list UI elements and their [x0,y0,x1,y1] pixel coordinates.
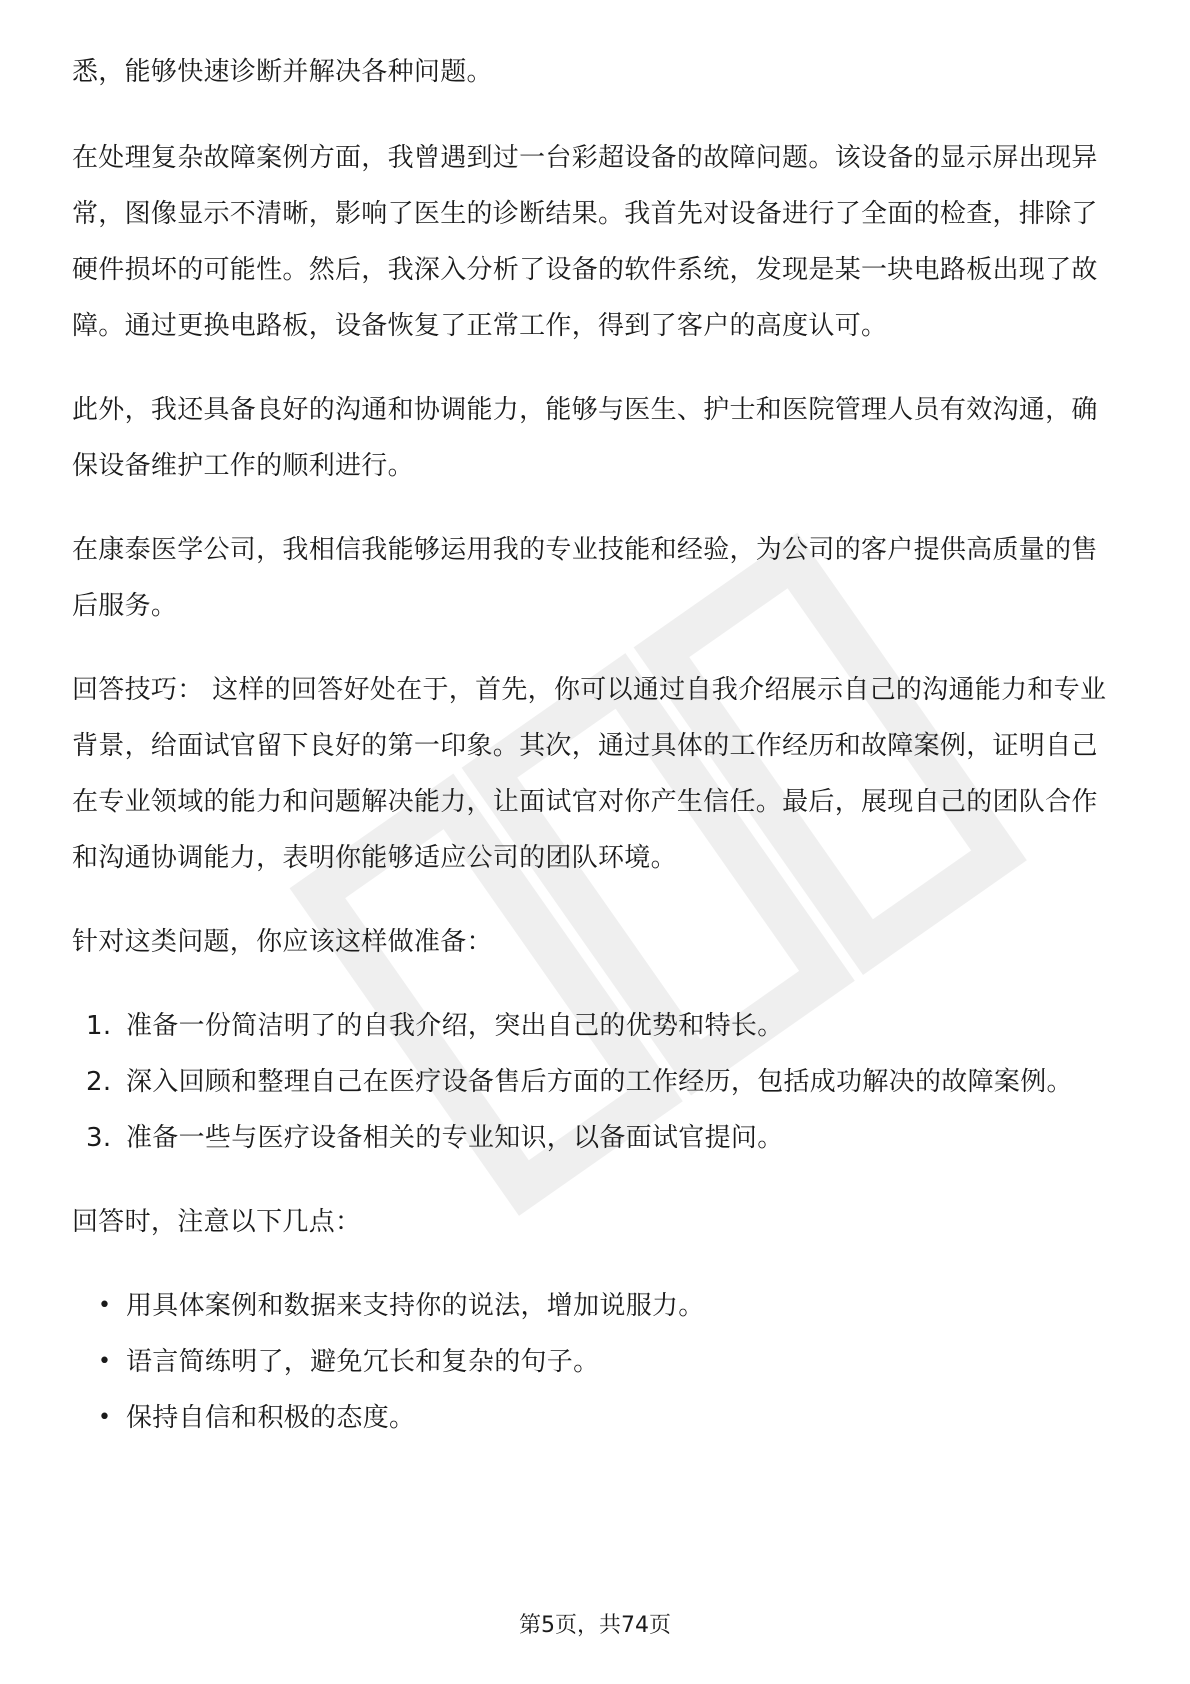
paragraph-fault-case: 在处理复杂故障案例方面，我曾遇到过一台彩超设备的故障问题。该设备的显示屏出现异常，图像显示不清晰，影响了医生的诊断结果。我首先对设备进行了全面的检查，排除了硬件损坏的可能性。然后，我深入分析了设备的软件系统，发现是某一块电路板出现了故障。通过更换电路板，设备恢复了正常工作，得到了客户的高度认可。 [72,143,1098,341]
document-page [72,44,1122,1474]
list-number: 1. [86,1011,112,1041]
paragraph-notes-intro: 回答时，注意以下几点： [72,1207,362,1237]
list-item-text: 保持自信和积极的态度。 [126,1403,416,1433]
paragraph-communication: 此外，我还具备良好的沟通和协调能力，能够与医生、护士和医院管理人员有效沟通，确保设备维护工作的顺利进行。 [72,395,1098,481]
list-item-text: 准备一些与医疗设备相关的专业知识，以备面试官提问。 [126,1123,784,1153]
paragraph-continuation: 悉，能够快速诊断并解决各种问题。 [72,57,493,87]
notes-list [72,1278,1122,1446]
paragraph-company: 在康泰医学公司，我相信我能够运用我的专业技能和经验，为公司的客户提供高质量的售后服务。 [72,535,1098,621]
prep-list [72,998,1122,1166]
list-number: 3. [86,1123,112,1153]
paragraph-prep-intro: 针对这类问题，你应该这样做准备： [72,927,493,957]
bullet-icon: • [98,1349,112,1374]
list-item [72,1390,1122,1446]
bullet-icon: • [98,1293,112,1318]
bullet-icon: • [98,1405,112,1430]
page-number-footer: 第5页，共74页 [519,1613,671,1638]
paragraph-answer-tips: 回答技巧： 这样的回答好处在于，首先，你可以通过自我介绍展示自己的沟通能力和专业背景，给面试官留下良好的第一印象。其次，通过具体的工作经历和故障案例，证明自己在专业领域的能力和问题解决能力，让面试官对你产生信任。最后，展现自己的团队合作和沟通协调能力，表明你能够适应公司的团队环境。 [72,675,1107,873]
list-item [72,1054,1122,1110]
list-item [72,1334,1122,1390]
list-item-text: 语言简练明了，避免冗长和复杂的句子。 [126,1347,600,1377]
list-item [72,1110,1122,1166]
list-item [72,1278,1122,1334]
list-item-text: 准备一份简洁明了的自我介绍，突出自己的优势和特长。 [126,1011,784,1041]
list-item [72,998,1122,1054]
list-item-text: 深入回顾和整理自己在医疗设备售后方面的工作经历，包括成功解决的故障案例。 [126,1067,1073,1097]
list-item-text: 用具体案例和数据来支持你的说法，增加说服力。 [126,1291,705,1321]
list-number: 2. [86,1067,112,1097]
